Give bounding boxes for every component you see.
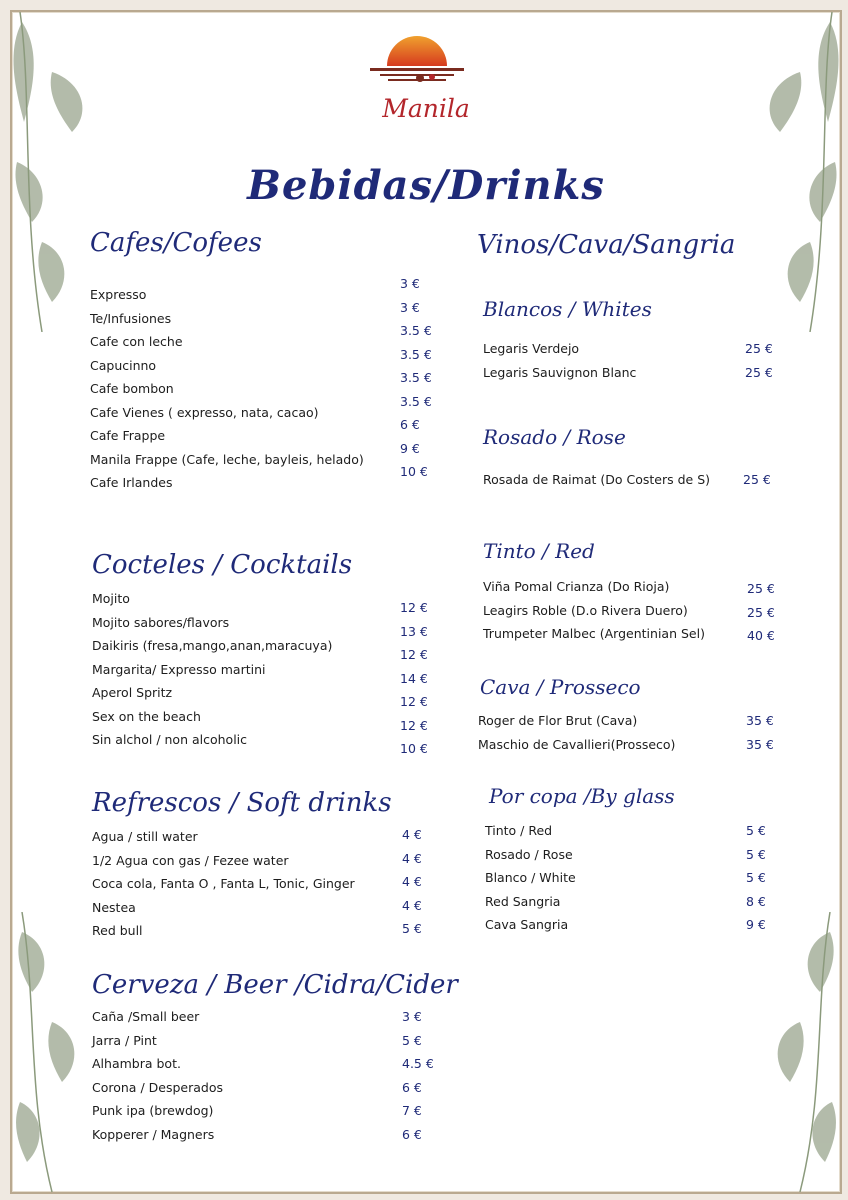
- menu-item-price: 4 €: [402, 850, 422, 866]
- section-title-copa: Por copa /By glass: [489, 784, 675, 808]
- menu-item-price: 10 €: [400, 741, 428, 756]
- menu-item-price: 5 €: [746, 870, 766, 885]
- menu-item-name: Coca cola, Fanta O , Fanta L, Tonic, Ginger: [92, 876, 355, 891]
- menu-item-name: Expresso: [90, 287, 147, 302]
- section-title-cocteles: Cocteles / Cocktails: [92, 550, 353, 580]
- menu-item-name: Red Sangria: [485, 893, 561, 909]
- menu-item-price: 12 €: [400, 694, 428, 709]
- menu-item-name: Cafe Irlandes: [90, 475, 173, 490]
- menu-item-name: Trumpeter Malbec (Argentinian Sel): [483, 626, 705, 641]
- menu-item-price: 4 €: [402, 874, 422, 889]
- menu-item-name: Rosada de Raimat (Do Costers de S): [483, 472, 711, 487]
- menu-item-price: 5 €: [746, 823, 766, 838]
- menu-item-price: 4 €: [402, 897, 422, 913]
- menu-item-name: Legaris Sauvignon Blanc: [483, 364, 637, 380]
- leaf-decoration-bottom-right: [720, 912, 840, 1192]
- menu-item-name: Te/Infusiones: [90, 310, 172, 326]
- menu-item-name: Kopperer / Magners: [92, 1126, 215, 1142]
- menu-item-price: 9 €: [746, 917, 766, 932]
- menu-item-price: 6 €: [402, 1079, 422, 1095]
- menu-item-name: Jarra / Pint: [92, 1032, 157, 1048]
- menu-item-price: 7 €: [402, 1103, 422, 1118]
- menu-item-price: 12 €: [400, 647, 428, 662]
- menu-item-price: 5 €: [746, 846, 766, 862]
- page-title: Bebidas/Drinks: [247, 162, 605, 209]
- section-title-cafes: Cafes/Cofees: [90, 228, 262, 258]
- section-title-rosado: Rosado / Rose: [483, 425, 626, 449]
- menu-item-price: 40 €: [747, 628, 775, 643]
- menu-item-price: 5 €: [402, 921, 422, 936]
- section-title-tinto: Tinto / Red: [483, 539, 595, 563]
- menu-item-name: Sex on the beach: [92, 708, 201, 724]
- menu-item-name: Punk ipa (brewdog): [92, 1103, 214, 1118]
- menu-item-price: 13 €: [400, 623, 428, 639]
- menu-item-price: 4.5 €: [402, 1056, 434, 1071]
- menu-item-name: Aperol Spritz: [92, 685, 173, 700]
- menu-item-price: 6 €: [402, 1126, 422, 1142]
- menu-item-name: Mojito: [92, 591, 130, 606]
- menu-item-price: 3.5 €: [400, 323, 432, 338]
- leaf-decoration-bottom-left: [12, 912, 132, 1192]
- brand-name: Manila: [382, 94, 470, 123]
- menu-item-price: 5 €: [402, 1032, 422, 1048]
- menu-item-price: 12 €: [400, 717, 428, 733]
- menu-item-price: 3.5 €: [400, 393, 432, 409]
- menu-item-name: Nestea: [92, 899, 136, 915]
- menu-item-price: 25 €: [745, 364, 773, 380]
- section-title-cava: Cava / Prosseco: [480, 675, 641, 699]
- menu-item-name: Viña Pomal Crianza (Do Rioja): [483, 579, 670, 594]
- menu-item-price: 9 €: [400, 440, 420, 456]
- menu-item-name: Cava Sangria: [485, 917, 569, 932]
- menu-item-name: Roger de Flor Brut (Cava): [478, 713, 638, 728]
- menu-item-name: Cafe Vienes ( expresso, nata, cacao): [90, 404, 319, 420]
- menu-item-name: Tinto / Red: [485, 823, 553, 838]
- menu-page: [10, 10, 842, 1194]
- menu-item-name: Cafe bombon: [90, 381, 174, 396]
- menu-item-name: Daikiris (fresa,mango,anan,maracuya): [92, 638, 333, 653]
- menu-item-name: Caña /Small beer: [92, 1009, 200, 1024]
- menu-item-price: 3 €: [400, 299, 420, 315]
- section-title-blancos: Blancos / Whites: [483, 297, 652, 321]
- menu-item-name: Manila Frappe (Cafe, leche, bayleis, helado): [90, 451, 364, 467]
- section-title-cerveza: Cerveza / Beer /Cidra/Cider: [92, 970, 458, 1000]
- section-title-vinos: Vinos/Cava/Sangria: [477, 230, 736, 260]
- menu-item-name: Leagirs Roble (D.o Rivera Duero): [483, 602, 688, 618]
- menu-item-name: Sin alchol / non alcoholic: [92, 732, 248, 747]
- menu-item-name: Agua / still water: [92, 829, 198, 844]
- menu-item-name: Cafe Frappe: [90, 428, 166, 443]
- menu-item-name: Rosado / Rose: [485, 846, 573, 862]
- menu-item-price: 4 €: [402, 827, 422, 842]
- menu-item-name: Red bull: [92, 923, 143, 938]
- menu-item-price: 25 €: [747, 604, 775, 620]
- menu-item-name: Alhambra bot.: [92, 1056, 181, 1071]
- sunset-logo: [362, 30, 472, 140]
- menu-item-name: Margarita/ Expresso martini: [92, 661, 266, 677]
- menu-item-price: 6 €: [400, 417, 420, 432]
- section-title-refrescos: Refrescos / Soft drinks: [92, 788, 392, 818]
- menu-item-price: 3.5 €: [400, 346, 432, 362]
- menu-item-price: 35 €: [746, 737, 774, 752]
- menu-item-price: 35 €: [746, 713, 774, 728]
- menu-item-name: Cafe con leche: [90, 334, 183, 349]
- menu-item-price: 25 €: [745, 341, 773, 356]
- menu-item-price: 25 €: [743, 472, 771, 487]
- menu-item-price: 25 €: [747, 581, 775, 596]
- menu-item-price: 3.5 €: [400, 370, 432, 385]
- menu-item-price: 8 €: [746, 893, 766, 909]
- menu-item-name: Legaris Verdejo: [483, 341, 580, 356]
- menu-item-name: Blanco / White: [485, 870, 576, 885]
- menu-item-price: 3 €: [402, 1009, 422, 1024]
- menu-item-price: 3 €: [400, 276, 420, 291]
- menu-item-name: 1/2 Agua con gas / Fezee water: [92, 852, 289, 868]
- menu-item-price: 10 €: [400, 464, 428, 479]
- menu-item-price: 12 €: [400, 600, 428, 615]
- menu-item-name: Corona / Desperados: [92, 1079, 223, 1095]
- menu-item-price: 14 €: [400, 670, 428, 686]
- menu-item-name: Capucinno: [90, 357, 157, 373]
- menu-item-name: Mojito sabores/flavors: [92, 614, 230, 630]
- menu-item-name: Maschio de Cavallieri(Prosseco): [478, 737, 676, 752]
